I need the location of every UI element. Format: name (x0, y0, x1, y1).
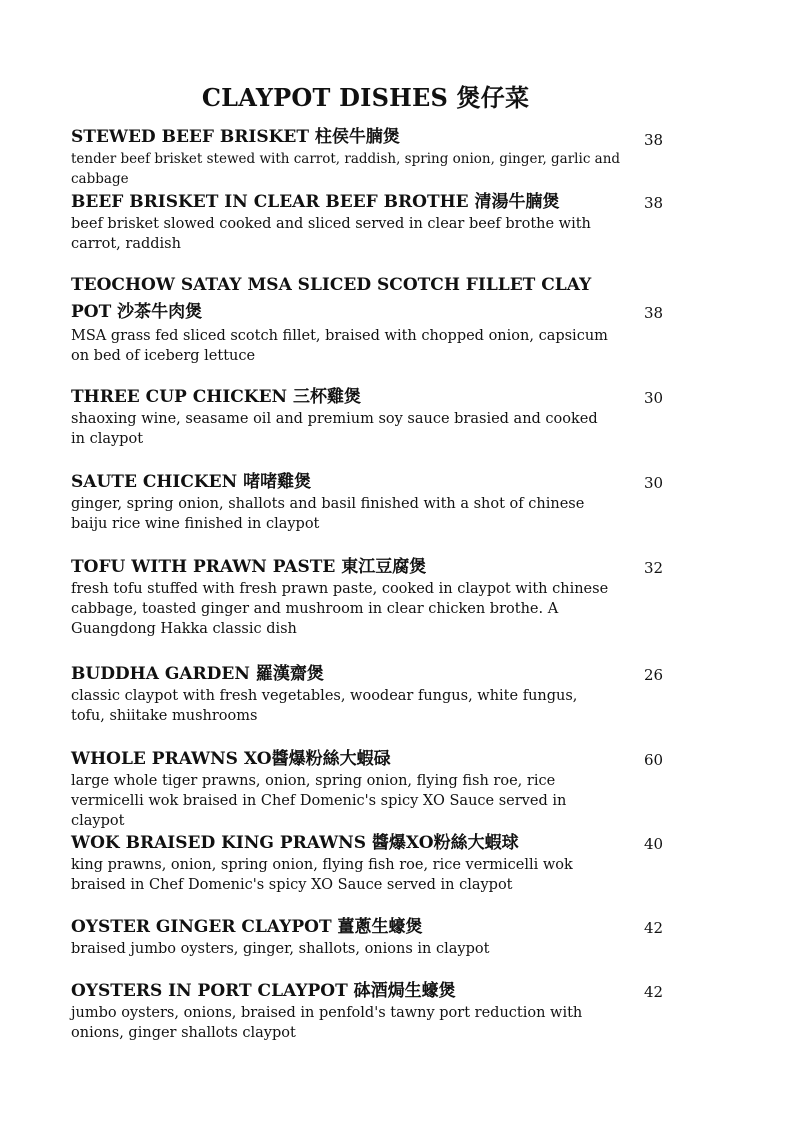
item-price: 30 (644, 389, 664, 407)
menu-item-beef-brisket-clear-brothe (71, 190, 671, 254)
menu-item-wok-braised-king-prawns (71, 831, 671, 895)
menu-item-teochow-satay (71, 272, 671, 366)
item-description: tender beef brisket stewed with carrot, raddish, spring onion, ginger, garlic and cabbage (71, 151, 621, 187)
menu-item-whole-prawns-xo (71, 747, 671, 831)
item-name: WHOLE PRAWNS XO醬爆粉絲大蝦碌 (71, 749, 391, 769)
menu-item-oyster-ginger-claypot (71, 915, 671, 959)
item-description: beef brisket slowed cooked and sliced served in clear beef brothe with carrot, raddish (71, 216, 591, 252)
item-name: STEWED BEEF BRISKET 柱侯牛腩煲 (71, 127, 400, 147)
menu-item-saute-chicken (71, 470, 671, 534)
item-name: SAUTE CHICKEN 啫啫雞煲 (71, 472, 312, 492)
item-description: jumbo oysters, onions, braised in penfold's tawny port reduction with onions, ginger shallots claypot (71, 1005, 583, 1041)
menu-item-stewed-beef-brisket (71, 125, 671, 189)
item-name: TEOCHOW SATAY MSA SLICED SCOTCH FILLET CLAY POT 沙茶牛肉煲 (71, 275, 592, 322)
item-price: 32 (644, 559, 664, 577)
item-name: TOFU WITH PRAWN PASTE 東江豆腐煲 (71, 557, 427, 577)
item-price: 30 (644, 474, 664, 492)
item-name: WOK BRAISED KING PRAWNS 醬爆XO粉絲大蝦球 (71, 833, 519, 853)
item-description: fresh tofu stuffed with fresh prawn paste, cooked in claypot with chinese cabbage, toasted ginger and mushroom in clear chicken brothe. A Guangdong Hakka classic dish (71, 581, 609, 637)
item-price: 42 (644, 983, 664, 1001)
item-price: 38 (644, 194, 664, 212)
item-description: large whole tiger prawns, onion, spring onion, flying fish roe, rice vermicelli wok braised in Chef Domenic's spicy XO Sauce served in claypot (71, 773, 567, 829)
item-name: OYSTERS IN PORT CLAYPOT 砵酒焗生蠔煲 (71, 981, 456, 1001)
item-name: BEEF BRISKET IN CLEAR BEEF BROTHE 清湯牛腩煲 (71, 192, 560, 212)
item-description: MSA grass fed sliced scotch fillet, braised with chopped onion, capsicum on bed of iceberg lettuce (71, 328, 608, 364)
item-price: 42 (644, 919, 664, 937)
item-price: 26 (644, 666, 664, 684)
item-price: 38 (644, 304, 664, 322)
item-name: THREE CUP CHICKEN 三杯雞煲 (71, 387, 361, 407)
item-description: shaoxing wine, seasame oil and premium soy sauce brasied and cooked in claypot (71, 411, 598, 447)
item-price: 60 (644, 751, 664, 769)
menu-item-oysters-in-port-claypot (71, 979, 671, 1043)
item-name: BUDDHA GARDEN 羅漢齋煲 (71, 664, 324, 684)
item-description: ginger, spring onion, shallots and basil finished with a shot of chinese baiju rice wine finished in claypot (71, 496, 585, 532)
menu-item-buddha-garden (71, 662, 671, 726)
item-name: OYSTER GINGER CLAYPOT 薑蔥生蠔煲 (71, 917, 423, 937)
page-title: CLAYPOT DISHES 煲仔菜 (201, 83, 530, 112)
item-description: king prawns, onion, spring onion, flying fish roe, rice vermicelli wok braised in Chef Domenic's spicy XO Sauce served in claypot (71, 857, 573, 893)
item-description: braised jumbo oysters, ginger, shallots, onions in claypot (71, 941, 490, 957)
menu-item-three-cup-chicken (71, 385, 671, 449)
item-price: 38 (644, 131, 664, 149)
menu-item-tofu-prawn-paste (71, 555, 671, 639)
item-price: 40 (644, 835, 664, 853)
item-description: classic claypot with fresh vegetables, woodear fungus, white fungus, tofu, shiitake mushrooms (71, 688, 578, 724)
